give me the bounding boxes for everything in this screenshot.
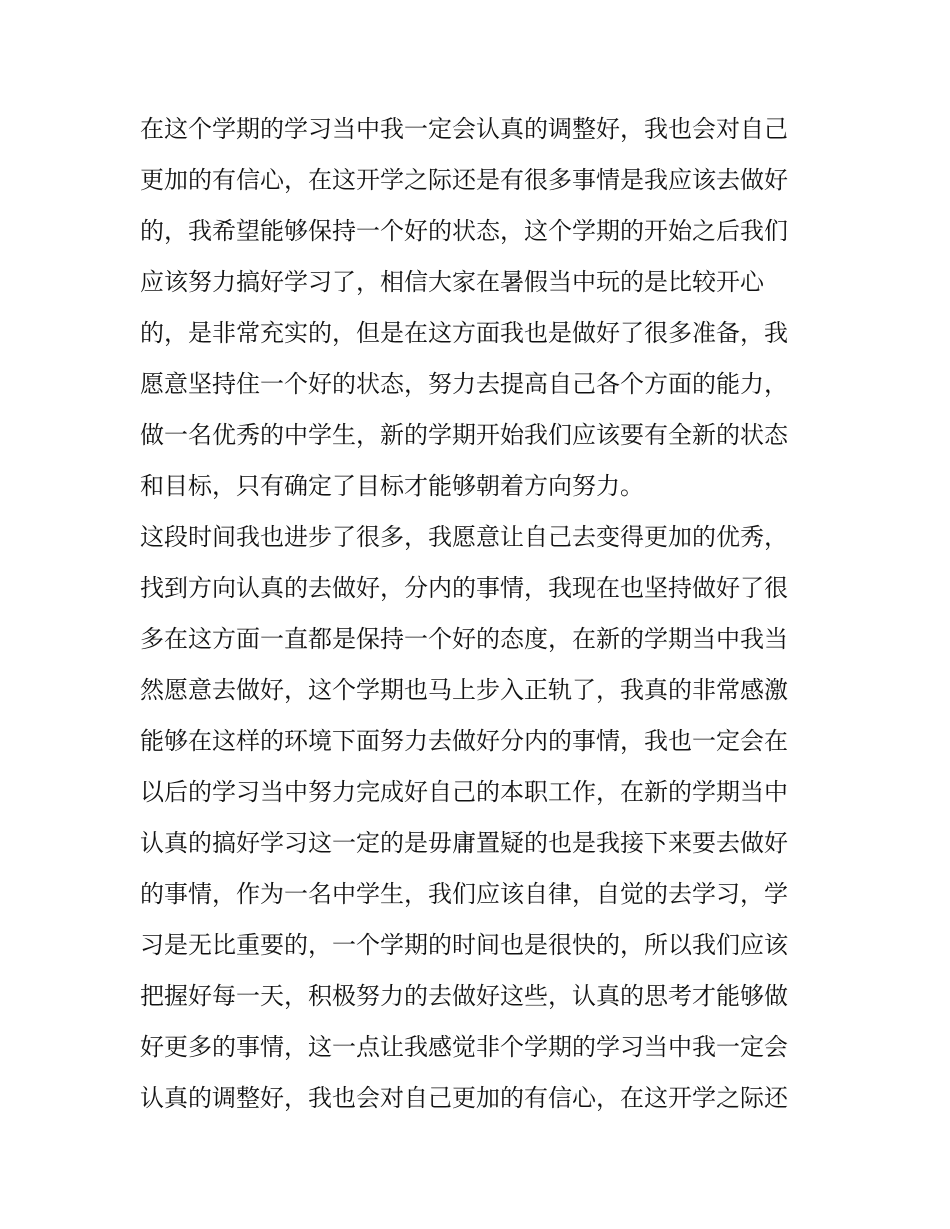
text-line: 做一名优秀的中学生，新的学期开始我们应该要有全新的状态	[140, 421, 788, 449]
text-line: 找到方向认真的去做好，分内的事情，我现在也坚持做好了很	[140, 574, 788, 602]
text-line: 愿意坚持住一个好的状态，努力去提高自己各个方面的能力，	[140, 370, 788, 398]
text-line: 多在这方面一直都是保持一个好的态度，在新的学期当中我当	[140, 625, 788, 653]
text-line: 在这个学期的学习当中我一定会认真的调整好，我也会对自己	[140, 115, 788, 143]
text-line: 的，我希望能够保持一个好的状态，这个学期的开始之后我们	[140, 217, 788, 245]
text-line: 习是无比重要的，一个学期的时间也是很快的，所以我们应该	[140, 931, 788, 959]
text-line: 认真的搞好学习这一定的是毋庸置疑的也是我接下来要去做好	[140, 829, 788, 857]
text-line: 能够在这样的环境下面努力去做好分内的事情，我也一定会在	[140, 727, 788, 755]
text-line: 更加的有信心，在这开学之际还是有很多事情是我应该去做好	[140, 166, 788, 194]
text-line: 好更多的事情，这一点让我感觉非个学期的学习当中我一定会	[140, 1033, 788, 1061]
text-line: 以后的学习当中努力完成好自己的本职工作，在新的学期当中	[140, 778, 788, 806]
text-line: 和目标，只有确定了目标才能够朝着方向努力。	[140, 472, 644, 500]
text-line: 把握好每一天，积极努力的去做好这些，认真的思考才能够做	[140, 982, 788, 1010]
text-line: 然愿意去做好，这个学期也马上步入正轨了，我真的非常感激	[140, 676, 788, 704]
text-line: 应该努力搞好学习了，相信大家在暑假当中玩的是比较开心	[140, 268, 764, 296]
body-text	[140, 104, 820, 1124]
text-line: 这段时间我也进步了很多，我愿意让自己去变得更加的优秀，	[140, 523, 788, 551]
text-line: 的事情，作为一名中学生，我们应该自律，自觉的去学习，学	[140, 880, 788, 908]
text-line: 认真的调整好，我也会对自己更加的有信心，在这开学之际还	[140, 1084, 788, 1112]
text-line: 的，是非常充实的，但是在这方面我也是做好了很多准备，我	[140, 319, 788, 347]
